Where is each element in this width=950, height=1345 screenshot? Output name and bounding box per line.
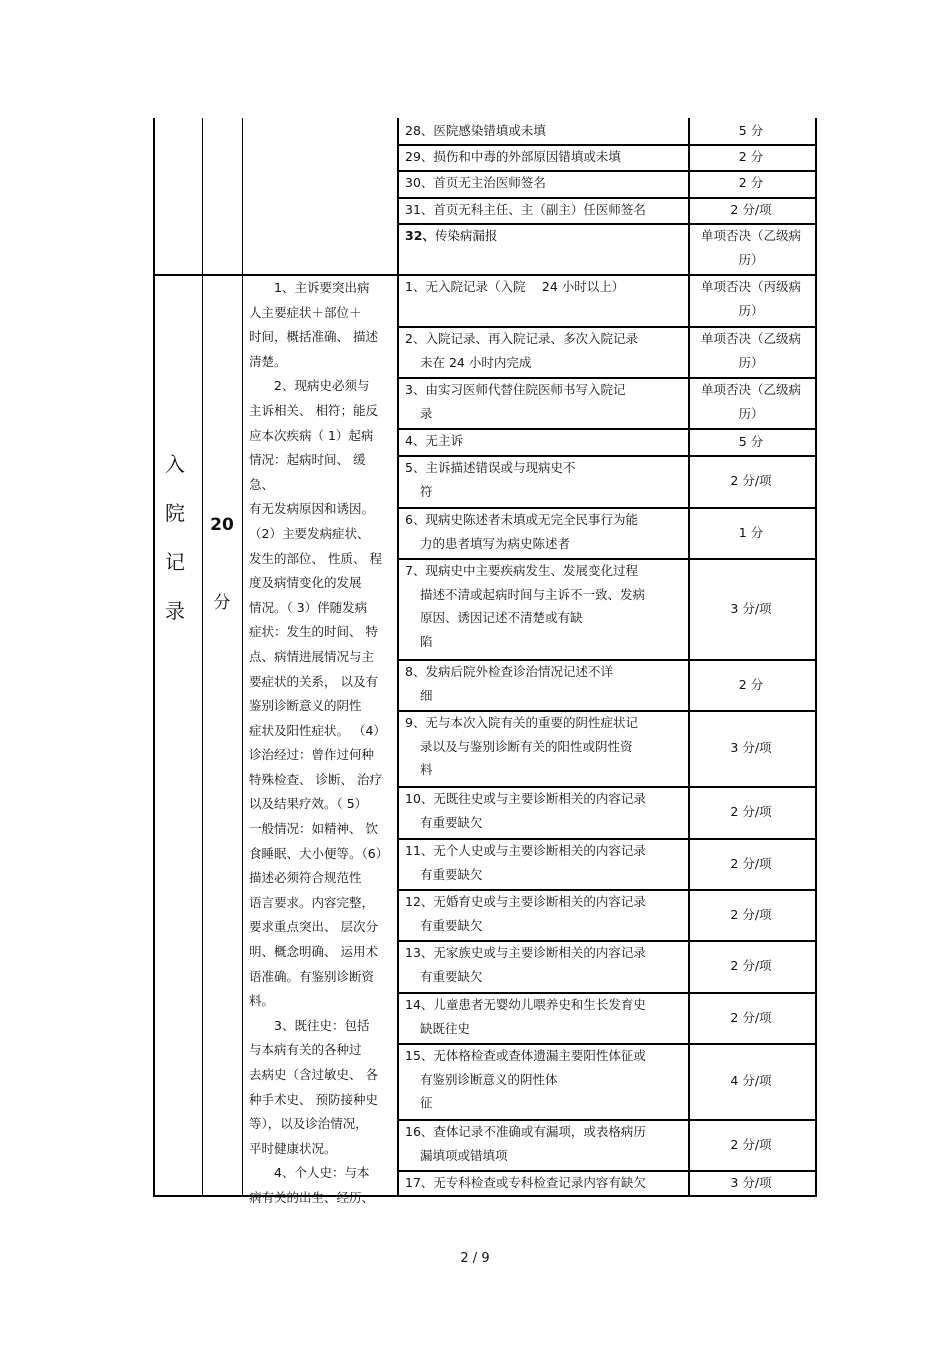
table-row-item: 17、无专科检查或专科检查记录内容有缺欠 bbox=[405, 1175, 646, 1190]
table-row-item: 8、发病后院外检查诊治情况记述不详 细 bbox=[405, 664, 613, 703]
table-row-score: 单项否决（乙级病 历） bbox=[700, 382, 801, 421]
table-row-score: 4 分/项 bbox=[730, 1073, 772, 1089]
table-row-item: 4、无主诉 bbox=[405, 433, 463, 448]
table-border-left bbox=[153, 118, 155, 1195]
table-row-item: 13、无家族史或与主要诊断相关的内容记录 有重要缺欠 bbox=[405, 945, 646, 984]
table-row-score: 单项否决（乙级病 历） bbox=[700, 228, 801, 267]
table-col-divider bbox=[242, 118, 243, 1195]
table-row-score: 2 分/项 bbox=[730, 804, 772, 820]
table-col-divider bbox=[202, 118, 203, 1195]
table-row-item: 30、首页无主治医师签名 bbox=[405, 175, 546, 190]
table-row-item: 11、无个人史或与主要诊断相关的内容记录 有重要缺欠 bbox=[405, 843, 646, 882]
table-row-score: 2 分 bbox=[738, 175, 764, 190]
table-row-item: 15、无体格检查或查体遗漏主要阳性体征或 有鉴别诊断意义的阴性体 征 bbox=[405, 1048, 646, 1110]
table-row-item: 12、无婚育史或与主要诊断相关的内容记录 有重要缺欠 bbox=[405, 894, 646, 933]
table-row-score: 2 分/项 bbox=[730, 202, 772, 217]
section-title-char: 记 bbox=[165, 550, 185, 574]
section-description: 1、主诉要突出病 人主要症状＋部位＋ 时间，概括准确、 描述 清楚。 2、现病史必须与 主诉相关、 相符；能反 应本次疾病（ 1）起病 情况：起病时间、 缓急、 有无发病原因和诱因。 （2）主要发病症状、 发生的部位、 性质、 程 度及病情变化的发展 情况。（ 3）伴随发病 症状：发生的时间、 特 点、病情进展情况与主 要症状的关系， 以及有 鉴别诊断意义的阴性 症状及阳性症状。 （4） 诊治经过：曾作过何种 特殊检查、 诊断、 治疗 以及结果疗效。（ 5） 一般情况：如精神、 饮 食睡眠、大小便等。（6） 描述必须符合规范性 语言要求。内容完整， 要求重点突出、 层次分 明、概念明确、 运用术 语准确。有鉴别诊断资 料。 3、既往史：包括 与本病有关的各种过 去病史（含过敏史、 各 种手术史、 预防接种史 等），以及诊治情况， 平时健康状况。 4、个人史：与本 病有关的出生、经历、 bbox=[249, 280, 389, 1205]
table-row-item: 10、无既往史或与主要诊断相关的内容记录 有重要缺欠 bbox=[405, 791, 646, 830]
section-title-char: 录 bbox=[165, 599, 185, 623]
page-number: 2 / 9 bbox=[460, 1251, 490, 1266]
section-title-char: 院 bbox=[165, 501, 185, 525]
table-border-right bbox=[815, 118, 817, 1195]
section-points-unit: 分 bbox=[213, 593, 231, 613]
table-row-score: 2 分 bbox=[738, 676, 764, 692]
table-row-score: 5 分 bbox=[738, 433, 764, 449]
table-row-score: 2 分/项 bbox=[730, 473, 772, 489]
table-row-score: 3 分/项 bbox=[730, 600, 772, 616]
table-row-score: 3 分/项 bbox=[730, 740, 772, 756]
table-row-score: 2 分/项 bbox=[730, 1009, 772, 1025]
table-col-divider bbox=[397, 118, 399, 1195]
table-row-score: 2 分/项 bbox=[730, 855, 772, 871]
table-row-item: 6、现病史陈述者未填或无完全民事行为能 力的患者填写为病史陈述者 bbox=[405, 512, 638, 551]
table-row-item: 5、主诉描述错误或与现病史不 符 bbox=[405, 460, 576, 499]
table-row-score: 单项否决（丙级病 历） bbox=[700, 279, 801, 318]
table-row-item: 1、无入院记录（入院 24 小时以上） bbox=[405, 279, 625, 294]
table-row-score: 2 分 bbox=[738, 149, 764, 164]
table-row-score: 2 分/项 bbox=[730, 906, 772, 922]
table-row-item: 2、入院记录、再入院记录、多次入院记录 未在 24 小时内完成 bbox=[405, 331, 638, 370]
table-row-item: 28、医院感染错填或未填 bbox=[405, 123, 546, 138]
table-row-item: 3、由实习医师代替住院医师书写入院记 录 bbox=[405, 382, 626, 421]
table-row-score: 3 分/项 bbox=[730, 1174, 772, 1190]
section-title-char: 入 bbox=[165, 452, 185, 476]
table-row-item: 14、儿童患者无婴幼儿喂养史和生长发育史 缺既往史 bbox=[405, 997, 646, 1036]
table-row-item: 29、损伤和中毒的外部原因错填或未填 bbox=[405, 149, 621, 164]
table-row-score: 单项否决（乙级病 历） bbox=[700, 331, 801, 370]
table-row-item: 7、现病史中主要疾病发生、发展变化过程 描述不清或起病时间与主诉不一致、发病 原因、诱因记述不清楚或有缺 陷 bbox=[405, 563, 646, 649]
table-row-item: 31、首页无科主任、主（副主）任医师签名 bbox=[405, 202, 646, 217]
table-row-item: 32、传染病漏报 bbox=[405, 228, 498, 243]
section-points: 20 bbox=[210, 515, 234, 535]
table-row-score: 1 分 bbox=[738, 524, 764, 540]
table-row-item: 9、无与本次入院有关的重要的阴性症状记 录以及与鉴别诊断有关的阳性或阴性资 料 bbox=[405, 715, 638, 777]
table-row-score: 5 分 bbox=[738, 123, 764, 138]
table-row-item: 16、查体记录不准确或有漏项，或表格病历 漏填项或错填项 bbox=[405, 1124, 646, 1163]
table-row-score: 2 分/项 bbox=[730, 958, 772, 974]
table-row-score: 2 分/项 bbox=[730, 1136, 772, 1152]
